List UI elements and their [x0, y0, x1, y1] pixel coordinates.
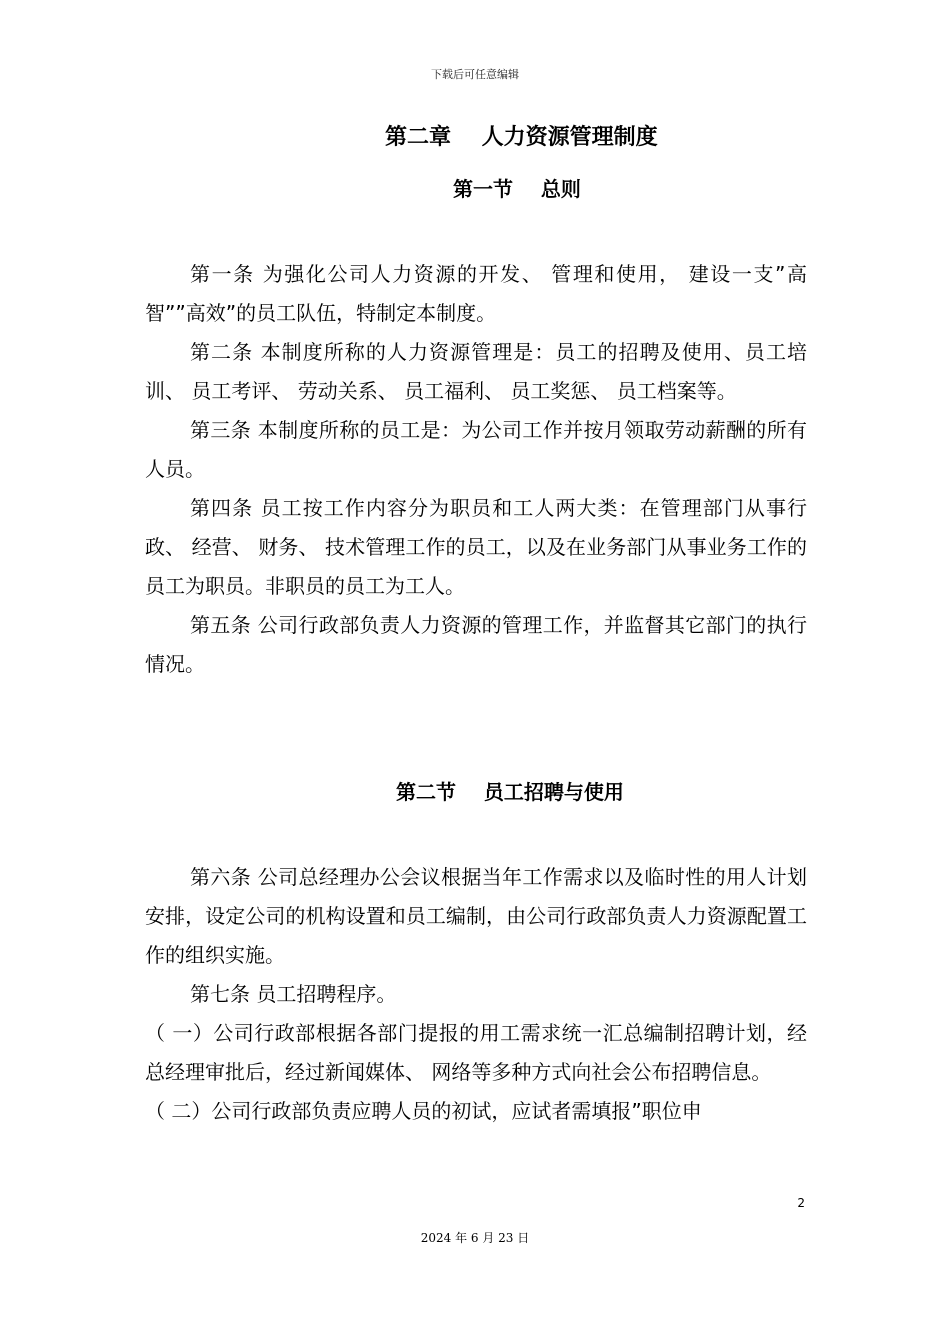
article-3: 第三条 本制度所称的员工是：为公司工作并按月领取劳动薪酬的所有人员。 [145, 418, 807, 481]
section-body-general [145, 255, 807, 684]
article-2: 第二条 本制度所称的人力资源管理是：员工的招聘及使用、员工培训、 员工考评、 劳动关系、 员工福利、 员工奖惩、 员工档案等。 [145, 340, 807, 403]
article-6: 第六条 公司总经理办公会议根据当年工作需求以及临时性的用人计划安排，设定公司的机构设置和员工编制，由公司行政部负责人力资源配置工作的组织实施。 [145, 865, 807, 967]
section-title-general: 第一节 总则 [453, 177, 581, 201]
article-4: 第四条 员工按工作内容分为职员和工人两大类：在管理部门从事行政、 经营、 财务、 技术管理工作的员工，以及在业务部门从事业务工作的员工为职员。非职员的员工为工人。 [145, 496, 807, 598]
header-note: 下载后可任意编辑 [431, 68, 519, 81]
recruitment-step-2: （ 二）公司行政部负责应聘人员的初试，应试者需填报”职位申 [145, 1099, 702, 1123]
article-1: 第一条 为强化公司人力资源的开发、 管理和使用， 建设一支”高智””高效”的员工队伍，特制定本制度。 [145, 262, 807, 325]
section-title-recruitment: 第二节 员工招聘与使用 [396, 780, 624, 804]
article-7: 第七条 员工招聘程序。 [190, 982, 397, 1006]
footer-date: 2024 年 6 月 23 日 [420, 1231, 530, 1245]
article-5: 第五条 公司行政部负责人力资源的管理工作，并监督其它部门的执行情况。 [145, 613, 807, 676]
section-body-recruitment [145, 858, 807, 1131]
chapter-title: 第二章 人力资源管理制度 [385, 125, 658, 150]
page-number: 2 [797, 1196, 805, 1210]
recruitment-step-1: （ 一）公司行政部根据各部门提报的用工需求统一汇总编制招聘计划，经总经理审批后，经过新闻媒体、 网络等多种方式向社会公布招聘信息。 [145, 1021, 807, 1084]
